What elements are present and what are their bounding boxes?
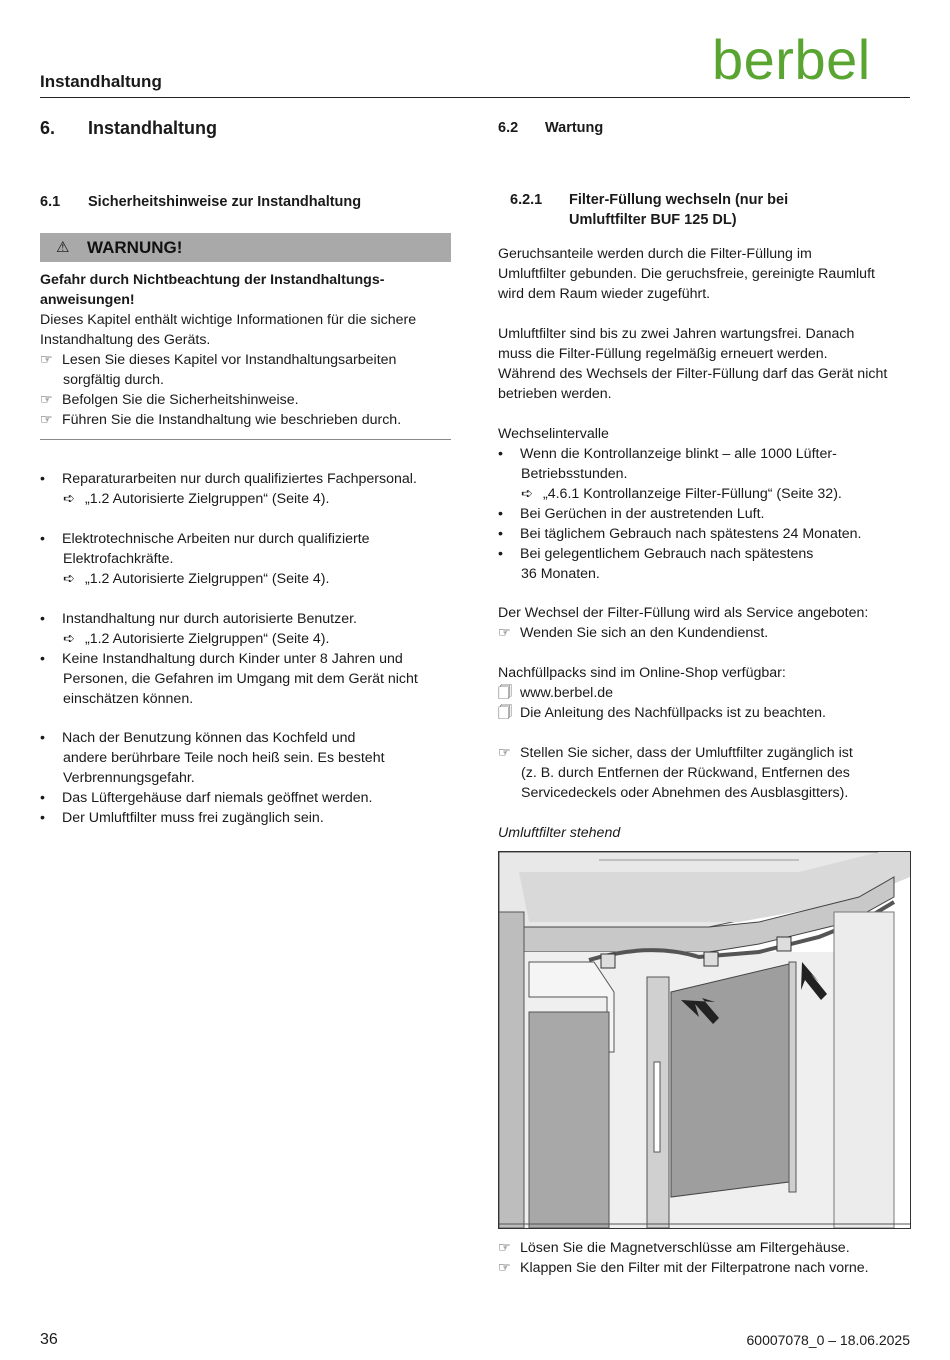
warning-intro-line: Dieses Kapitel enthält wichtige Informationen für die sichere — [40, 312, 417, 328]
hand-pointer-icon: ☞ — [40, 352, 53, 368]
warning-triangle-icon: ⚠ — [56, 239, 70, 256]
service-step — [498, 623, 768, 643]
list-item — [40, 808, 324, 828]
refill-text: Nachfüllpacks sind im Online-Shop verfügbar: — [498, 665, 786, 681]
section-heading-6-2 — [498, 118, 604, 138]
list-item-text: Bei Gerüchen in der austretenden Luft. — [520, 506, 765, 522]
arrow-right-icon: ➪ — [63, 571, 75, 587]
final-step — [498, 1238, 850, 1258]
shop-link: www.berbel.de — [520, 685, 614, 701]
list-item — [498, 524, 862, 544]
step-text: Stellen Sie sicher, dass der Umluftfilter zugänglich ist — [520, 745, 853, 761]
filter-illustration — [498, 851, 911, 1229]
paragraph-line: wird dem Raum wieder zugeführt. — [498, 286, 711, 302]
cross-reference[interactable] — [63, 569, 329, 589]
section-title: Wartung — [545, 120, 604, 136]
hand-pointer-icon: ☞ — [498, 625, 511, 641]
step-text: Servicedeckels oder Abnehmen des Ausblasgitters). — [521, 785, 849, 801]
list-item-text: andere berührbare Teile noch heiß sein. Es besteht — [63, 750, 385, 766]
list-item — [40, 609, 357, 629]
warning-intro-line: Instandhaltung des Geräts. — [40, 332, 211, 348]
step-text: Klappen Sie den Filter mit der Filterpatrone nach vorne. — [520, 1260, 869, 1276]
cross-reference-text: „1.2 Autorisierte Zielgruppen“ (Seite 4). — [85, 571, 330, 587]
list-item-text: Bei täglichem Gebrauch nach spätestens 24 Monaten. — [520, 526, 862, 542]
filter-diagram — [499, 852, 910, 1228]
service-text: Der Wechsel der Filter-Füllung wird als Service angeboten: — [498, 605, 869, 621]
list-item-text: Personen, die Gefahren im Umgang mit dem Gerät nicht — [63, 671, 418, 687]
bullet-icon: • — [40, 790, 45, 806]
running-header: Instandhaltung — [40, 72, 162, 91]
header-divider — [40, 97, 910, 98]
list-item-text: Instandhaltung nur durch autorisierte Benutzer. — [62, 611, 357, 627]
section-number: 6.2 — [498, 120, 519, 136]
list-item-text: Betriebsstunden. — [521, 466, 628, 482]
paragraph-line: muss die Filter-Füllung regelmäßig erneuert werden. — [498, 346, 828, 362]
final-step — [498, 1258, 869, 1278]
paragraph-line: Geruchsanteile werden durch die Filter-Füllung im — [498, 246, 812, 262]
document-icon: 🗍 — [498, 705, 513, 721]
warning-step — [40, 390, 299, 410]
list-item-text: Verbrennungsgefahr. — [63, 770, 195, 786]
step-text: Lesen Sie dieses Kapitel vor Instandhaltungsarbeiten — [62, 352, 397, 368]
document-id: 60007078_0 – 18.06.2025 — [746, 1332, 910, 1348]
step-text: Befolgen Sie die Sicherheitshinweise. — [62, 392, 299, 408]
bullet-icon: • — [40, 651, 45, 667]
hand-pointer-icon: ☞ — [498, 745, 511, 761]
access-step — [498, 743, 853, 763]
warning-step — [40, 410, 401, 430]
subsection-heading-6-2-1 — [510, 190, 910, 228]
list-item — [40, 469, 417, 489]
list-item — [498, 444, 837, 464]
subsection-title-line: Filter-Füllung wechseln (nur bei — [569, 192, 789, 208]
subsection-number: 6.1 — [40, 194, 61, 210]
list-item-text: Keine Instandhaltung durch Kinder unter 8 Jahren und — [62, 651, 403, 667]
subsection-number: 6.2.1 — [510, 192, 543, 208]
bullet-icon: • — [40, 611, 45, 627]
list-item — [498, 544, 813, 564]
bullet-icon: • — [498, 546, 503, 562]
cross-reference-text: „4.6.1 Kontrollanzeige Filter-Füllung“ (Seite 32). — [543, 486, 842, 502]
cross-reference-text: „1.2 Autorisierte Zielgruppen“ (Seite 4). — [85, 491, 330, 507]
hand-pointer-icon: ☞ — [498, 1240, 511, 1256]
refill-note: Die Anleitung des Nachfüllpacks ist zu beachten. — [520, 705, 827, 721]
list-item — [498, 504, 765, 524]
arrow-right-icon: ➪ — [63, 491, 75, 507]
arrow-right-icon: ➪ — [63, 631, 75, 647]
list-item — [40, 529, 370, 549]
warning-label: WARNUNG! — [87, 238, 183, 257]
list-item-text: Nach der Benutzung können das Kochfeld und — [62, 730, 356, 746]
figure-caption: Umluftfilter stehend — [498, 825, 621, 841]
hand-pointer-icon: ☞ — [40, 392, 53, 408]
list-item-text: Reparaturarbeiten nur durch qualifiziertes Fachpersonal. — [62, 471, 417, 487]
warning-banner — [40, 233, 451, 262]
list-item — [40, 728, 355, 748]
section-heading-6 — [40, 118, 217, 138]
bullet-icon: • — [40, 730, 45, 746]
arrow-right-icon: ➪ — [521, 486, 533, 502]
cross-reference[interactable] — [63, 629, 329, 649]
hand-pointer-icon: ☞ — [40, 412, 53, 428]
step-text: Führen Sie die Instandhaltung wie beschrieben durch. — [62, 412, 402, 428]
warning-divider — [40, 439, 451, 440]
paragraph-line: Umluftfilter gebunden. Die geruchsfreie, gereinigte Raumluft — [498, 266, 875, 282]
subsection-heading-6-1 — [40, 192, 460, 212]
list-item-text: Das Lüftergehäuse darf niemals geöffnet werden. — [62, 790, 373, 806]
step-text: sorgfältig durch. — [63, 372, 164, 388]
list-item-text: Bei gelegentlichem Gebrauch nach spätestens — [520, 546, 814, 562]
refill-item[interactable] — [498, 683, 613, 703]
warning-heading-line: Gefahr durch Nichtbeachtung der Instandhaltungs- — [40, 272, 385, 288]
cross-reference[interactable] — [521, 484, 842, 504]
list-item-text: Elektrofachkräfte. — [63, 551, 174, 567]
list-item-text: 36 Monaten. — [521, 566, 600, 582]
warning-heading-line: anweisungen! — [40, 292, 135, 308]
warning-step — [40, 350, 396, 370]
section-number: 6. — [40, 118, 56, 138]
section-title: Instandhaltung — [88, 118, 217, 138]
bullet-icon: • — [40, 471, 45, 487]
paragraph-line: betrieben werden. — [498, 386, 612, 402]
bullet-icon: • — [498, 506, 503, 522]
list-item-text: Elektrotechnische Arbeiten nur durch qualifizierte — [62, 531, 370, 547]
step-text: (z. B. durch Entfernen der Rückwand, Entfernen des — [521, 765, 850, 781]
bullet-icon: • — [40, 810, 45, 826]
list-item-text: Wenn die Kontrollanzeige blinkt – alle 1000 Lüfter- — [520, 446, 837, 462]
step-text: Lösen Sie die Magnetverschlüsse am Filtergehäuse. — [520, 1240, 850, 1256]
paragraph-line: Während des Wechsels der Filter-Füllung darf das Gerät nicht — [498, 366, 888, 382]
bullet-icon: • — [40, 531, 45, 547]
subsection-title: Sicherheitshinweise zur Instandhaltung — [88, 194, 362, 210]
cross-reference-text: „1.2 Autorisierte Zielgruppen“ (Seite 4). — [85, 631, 330, 647]
list-item — [40, 788, 372, 808]
document-icon: 🗍 — [498, 685, 513, 701]
list-item — [40, 649, 403, 669]
list-item-text: einschätzen können. — [63, 691, 194, 707]
cross-reference[interactable] — [63, 489, 329, 509]
list-item-text: Der Umluftfilter muss frei zugänglich sein. — [62, 810, 324, 826]
bullet-icon: • — [498, 446, 503, 462]
paragraph-line: Umluftfilter sind bis zu zwei Jahren wartungsfrei. Danach — [498, 326, 855, 342]
subsection-title-line: Umluftfilter BUF 125 DL) — [569, 212, 737, 228]
berbel-logo: berbel — [712, 28, 871, 91]
step-text: Wenden Sie sich an den Kundendienst. — [520, 625, 769, 641]
page-number: 36 — [40, 1331, 58, 1348]
hand-pointer-icon: ☞ — [498, 1260, 511, 1276]
intervals-title: Wechselintervalle — [498, 426, 609, 442]
bullet-icon: • — [498, 526, 503, 542]
refill-item — [498, 703, 826, 723]
